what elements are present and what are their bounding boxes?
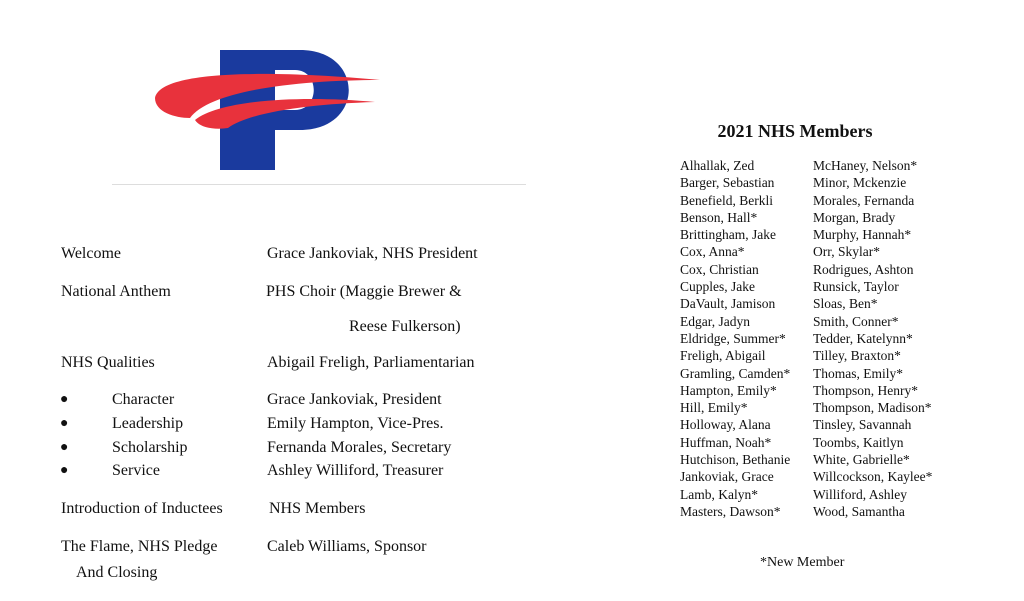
member-name: White, Gabrielle* <box>813 452 910 468</box>
bullet-icon: ● <box>60 440 69 455</box>
member-name: Thomas, Emily* <box>813 365 903 381</box>
members-title: 2021 NHS Members <box>717 121 873 141</box>
program-item-scholarship: Scholarship <box>112 439 188 456</box>
member-name: McHaney, Nelson* <box>813 158 918 173</box>
member-name: Murphy, Hannah* <box>813 227 912 243</box>
bullet-icon: ● <box>60 416 69 431</box>
member-name: Wood, Samantha <box>813 503 905 519</box>
member-name: Freligh, Abigail <box>680 348 766 364</box>
member-name: Huffman, Noah* <box>680 434 772 450</box>
member-name: Benson, Hall* <box>680 209 758 225</box>
member-name: Alhallak, Zed <box>680 158 755 173</box>
member-name: Sloas, Ben* <box>813 296 878 312</box>
member-name: Tinsley, Savannah <box>813 417 912 433</box>
program-person-flame: Caleb Williams, Sponsor <box>267 538 427 555</box>
program-person-welcome: Grace Jankoviak, NHS President <box>267 245 478 262</box>
program-item-leadership: Leadership <box>112 415 184 432</box>
logo-divider <box>112 184 526 185</box>
member-name: Hill, Emily* <box>680 400 748 416</box>
program-person-character: Grace Jankoviak, President <box>267 391 442 408</box>
member-name: Hutchison, Bethanie <box>680 452 791 468</box>
program-item-service: Service <box>112 462 160 479</box>
bullet-icon: ● <box>60 463 69 478</box>
member-name: Thompson, Madison* <box>813 400 932 416</box>
member-name: Holloway, Alana <box>680 417 771 433</box>
program-item-flame: The Flame, NHS Pledge <box>61 538 218 555</box>
member-name: Brittingham, Jake <box>680 227 776 243</box>
program-person-anthem-cont: Reese Fulkerson) <box>349 318 461 335</box>
program-item-qualities: NHS Qualities <box>61 354 155 371</box>
member-name: Edgar, Jadyn <box>680 313 750 329</box>
member-name: Benefield, Berkli <box>680 192 773 208</box>
program-item-introduction: Introduction of Inductees <box>61 500 223 517</box>
school-p-logo <box>150 40 390 180</box>
program-item-anthem: National Anthem <box>61 283 171 300</box>
member-name: Orr, Skylar* <box>813 244 880 260</box>
member-name: Runsick, Taylor <box>813 279 899 295</box>
member-name: Morgan, Brady <box>813 209 896 225</box>
members-list-left <box>680 157 790 520</box>
member-name: Eldridge, Summer* <box>680 330 786 346</box>
program-item-character: Character <box>112 391 175 408</box>
member-name: DaVault, Jamison <box>680 296 776 312</box>
member-name: Rodrigues, Ashton <box>813 261 914 277</box>
program-person-scholarship: Fernanda Morales, Secretary <box>267 439 452 456</box>
program-person-service: Ashley Williford, Treasurer <box>267 462 444 479</box>
member-name: Willcockson, Kaylee* <box>813 469 933 485</box>
member-name: Gramling, Camden* <box>680 365 791 381</box>
program-person-introduction: NHS Members <box>269 500 366 517</box>
member-name: Williford, Ashley <box>813 486 907 502</box>
member-name: Cox, Anna* <box>680 244 745 260</box>
program-person-qualities: Abigail Freligh, Parliamentarian <box>267 354 475 371</box>
member-name: Hampton, Emily* <box>680 382 777 398</box>
program-person-leadership: Emily Hampton, Vice-Pres. <box>267 415 444 432</box>
member-name: Masters, Dawson* <box>680 503 781 519</box>
member-name: Thompson, Henry* <box>813 382 918 398</box>
member-name: Lamb, Kalyn* <box>680 486 758 502</box>
program-item-welcome: Welcome <box>61 245 122 262</box>
bullet-icon: ● <box>60 392 69 407</box>
members-list-right <box>813 157 932 520</box>
program-item-flame-cont: And Closing <box>76 564 158 581</box>
member-name: Minor, Mckenzie <box>813 175 907 191</box>
member-name: Tedder, Katelynn* <box>813 330 913 346</box>
member-name: Toombs, Kaitlyn <box>813 434 904 450</box>
member-name: Cox, Christian <box>680 261 759 277</box>
member-name: Smith, Conner* <box>813 313 899 329</box>
member-name: Jankoviak, Grace <box>680 469 774 485</box>
member-name: Morales, Fernanda <box>813 192 915 208</box>
member-name: Tilley, Braxton* <box>813 348 901 364</box>
new-member-note: *New Member <box>760 555 845 570</box>
program-person-anthem: PHS Choir (Maggie Brewer & <box>266 283 462 300</box>
member-name: Barger, Sebastian <box>680 175 775 191</box>
member-name: Cupples, Jake <box>680 279 755 295</box>
